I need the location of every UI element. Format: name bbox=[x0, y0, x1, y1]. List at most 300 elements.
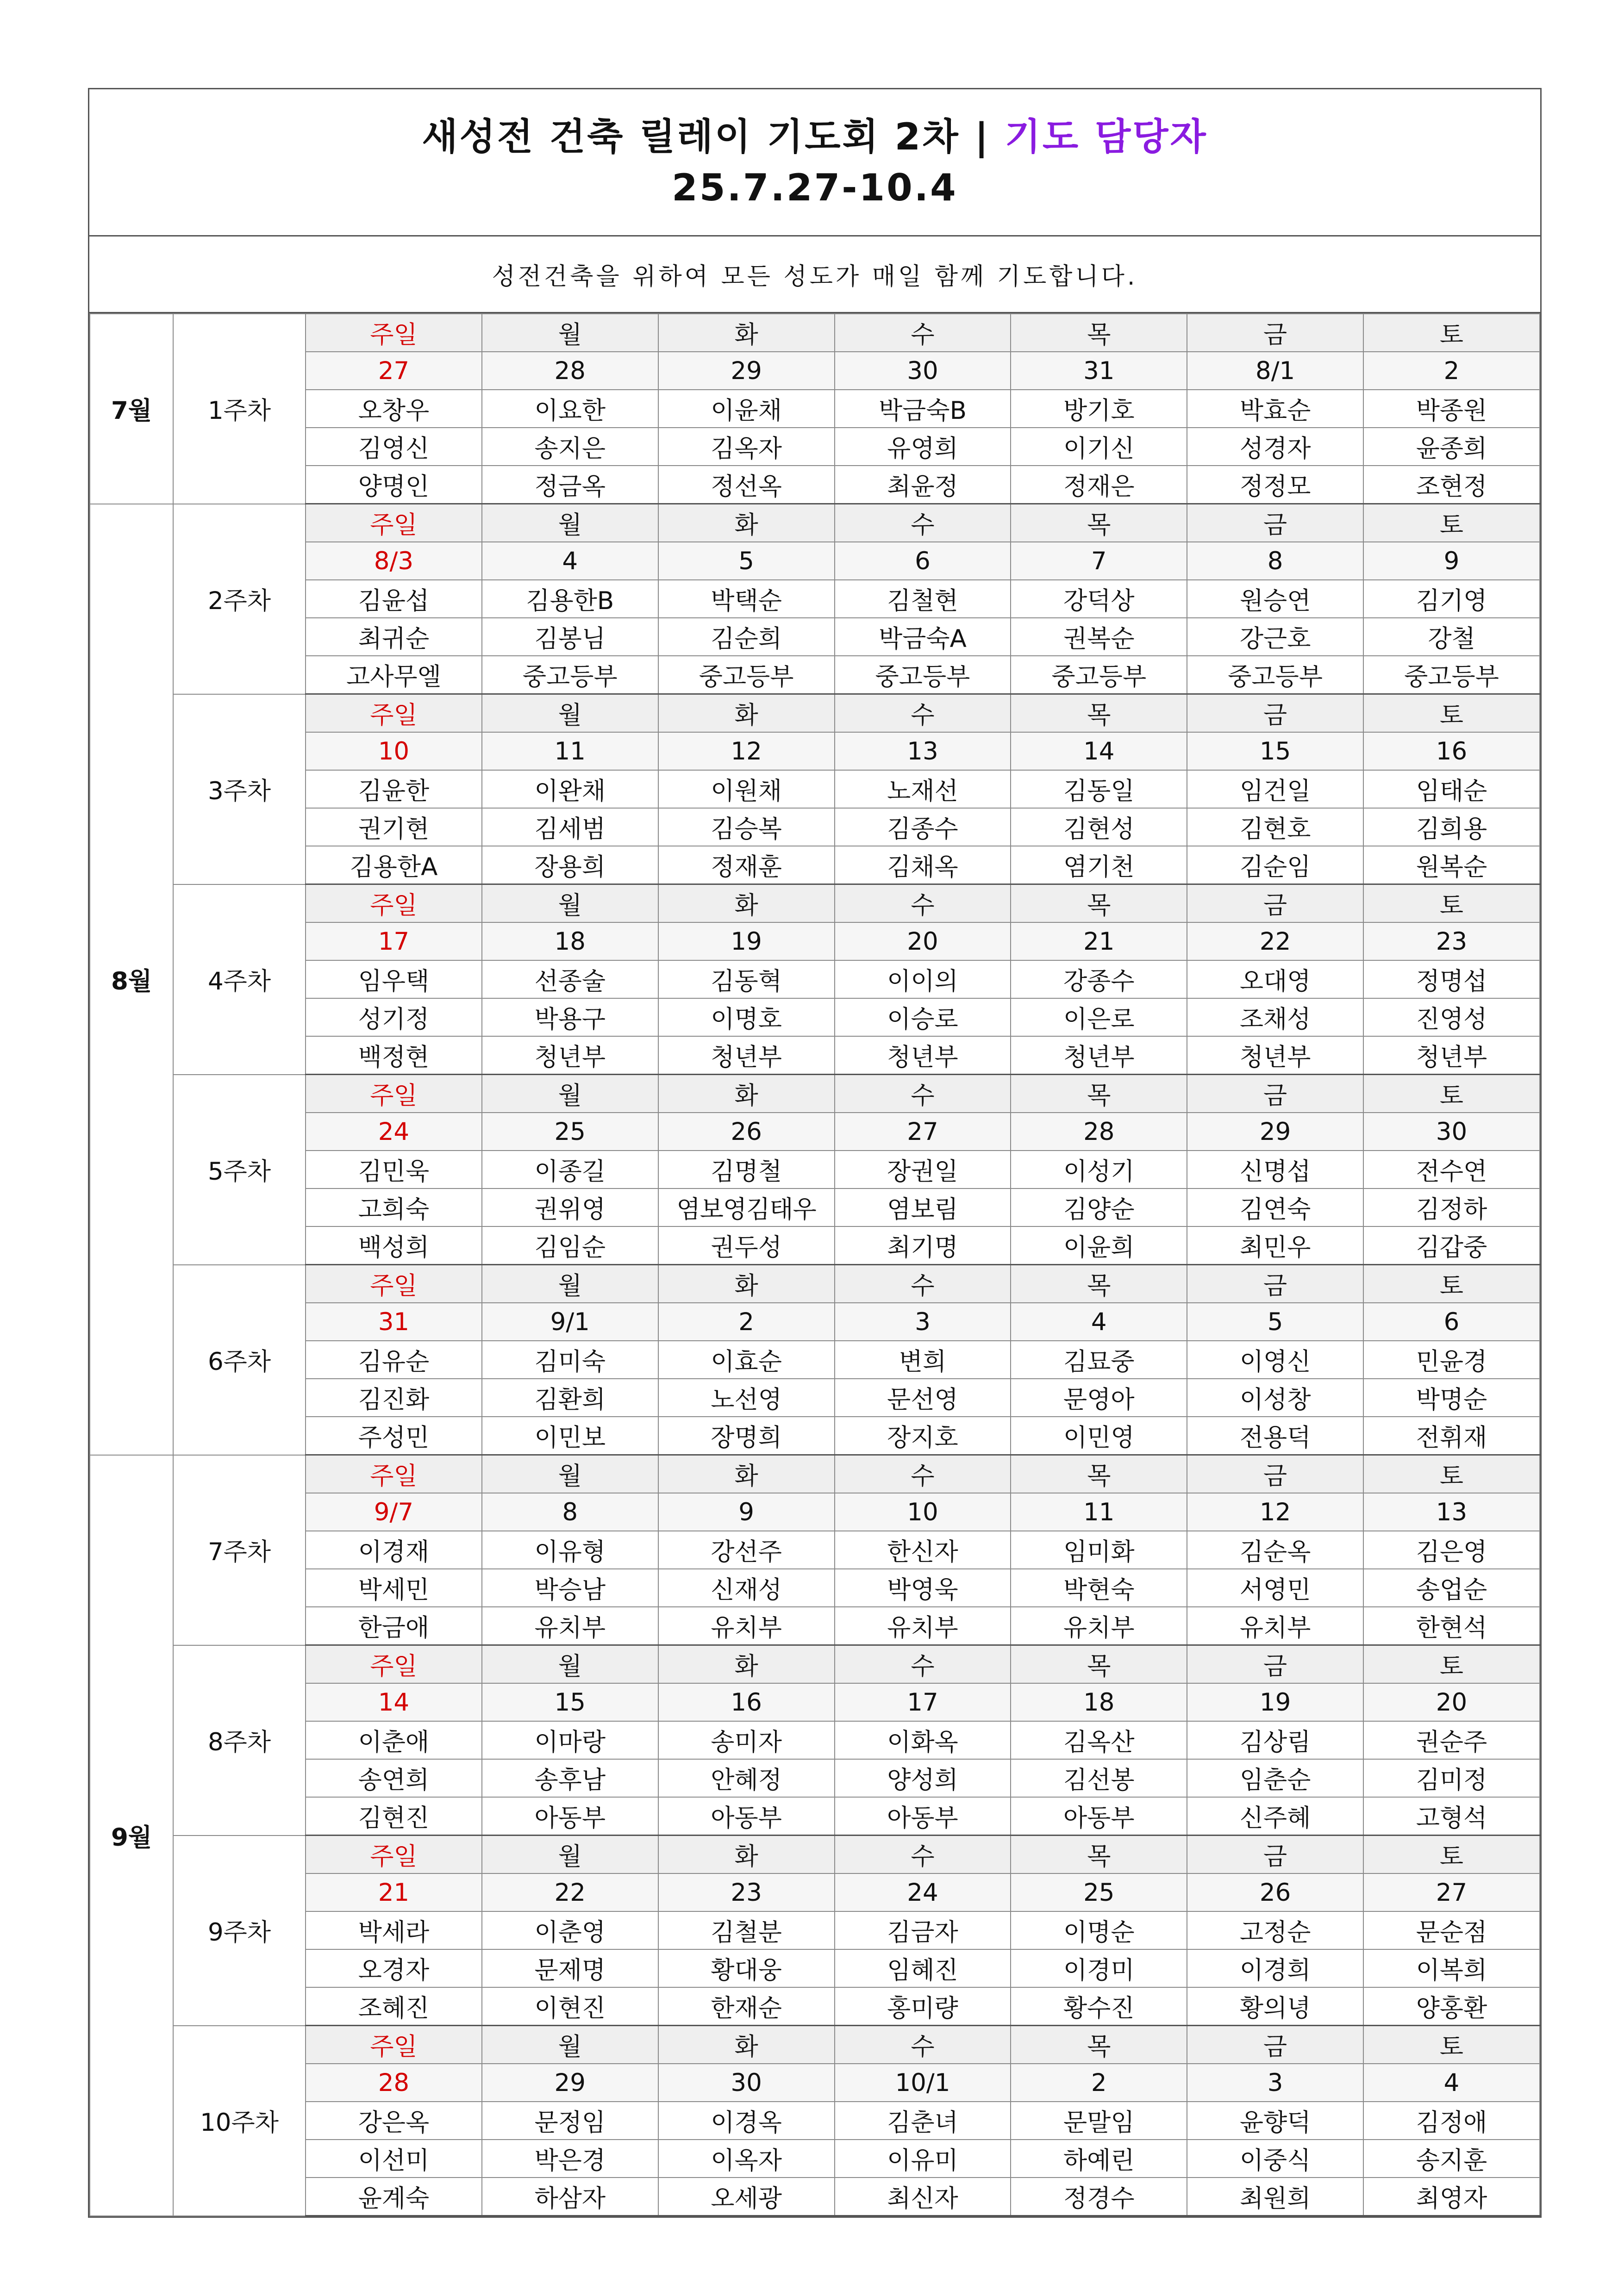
day-name: 금 bbox=[1187, 884, 1363, 923]
name-cell: 조현정 bbox=[1363, 466, 1540, 504]
week-label: 4주차 bbox=[173, 884, 306, 1075]
day-name: 수 bbox=[835, 314, 1011, 352]
name-cell: 신명섭 bbox=[1187, 1151, 1363, 1188]
name-cell: 권위영 bbox=[482, 1188, 658, 1226]
day-name: 토 bbox=[1363, 1645, 1540, 1684]
day-name: 목 bbox=[1011, 2026, 1187, 2064]
name-cell: 김종수 bbox=[835, 808, 1011, 846]
week-header-row bbox=[90, 1836, 1540, 1874]
date-cell: 2 bbox=[1011, 2064, 1187, 2102]
name-cell: 청년부 bbox=[482, 1036, 658, 1075]
name-cell: 조혜진 bbox=[306, 1987, 482, 2026]
day-name: 토 bbox=[1363, 2026, 1540, 2064]
date-cell: 4 bbox=[1011, 1303, 1187, 1341]
date-cell: 9/1 bbox=[482, 1303, 658, 1341]
names-row bbox=[90, 1341, 1540, 1379]
name-cell: 오세광 bbox=[658, 2178, 835, 2216]
title-block bbox=[89, 89, 1540, 236]
name-cell: 전휘재 bbox=[1363, 1417, 1540, 1455]
week-label: 9주차 bbox=[173, 1836, 306, 2026]
name-cell: 정재훈 bbox=[658, 846, 835, 884]
date-cell: 8 bbox=[482, 1493, 658, 1531]
names-row bbox=[90, 2140, 1540, 2178]
name-cell: 김정하 bbox=[1363, 1188, 1540, 1226]
day-name: 주일 bbox=[306, 1075, 482, 1113]
name-cell: 윤계숙 bbox=[306, 2178, 482, 2216]
name-cell: 청년부 bbox=[1363, 1036, 1540, 1075]
name-cell: 김기영 bbox=[1363, 580, 1540, 618]
month-label: 7월 bbox=[90, 314, 173, 504]
date-cell: 19 bbox=[658, 922, 835, 960]
name-cell: 이마랑 bbox=[482, 1721, 658, 1759]
name-cell: 최기명 bbox=[835, 1226, 1011, 1265]
name-cell: 윤종희 bbox=[1363, 428, 1540, 466]
date-cell: 31 bbox=[1011, 352, 1187, 390]
names-row bbox=[90, 1036, 1540, 1075]
name-cell: 김정애 bbox=[1363, 2102, 1540, 2140]
name-cell: 백성희 bbox=[306, 1226, 482, 1265]
name-cell: 이명순 bbox=[1011, 1911, 1187, 1949]
day-name: 화 bbox=[658, 1645, 835, 1684]
day-name: 금 bbox=[1187, 1075, 1363, 1113]
date-cell: 30 bbox=[1363, 1113, 1540, 1151]
name-cell: 이승로 bbox=[835, 998, 1011, 1036]
names-row bbox=[90, 1759, 1540, 1797]
week-label: 10주차 bbox=[173, 2026, 306, 2216]
name-cell: 양명인 bbox=[306, 466, 482, 504]
name-cell: 황의녕 bbox=[1187, 1987, 1363, 2026]
date-cell: 15 bbox=[1187, 732, 1363, 770]
name-cell: 박세민 bbox=[306, 1569, 482, 1607]
day-name: 목 bbox=[1011, 694, 1187, 733]
name-cell: 양성희 bbox=[835, 1759, 1011, 1797]
name-cell: 김갑중 bbox=[1363, 1226, 1540, 1265]
date-cell: 29 bbox=[482, 2064, 658, 2102]
name-cell: 장권일 bbox=[835, 1151, 1011, 1188]
name-cell: 김옥자 bbox=[658, 428, 835, 466]
date-cell: 13 bbox=[1363, 1493, 1540, 1531]
date-cell: 2 bbox=[1363, 352, 1540, 390]
name-cell: 문정임 bbox=[482, 2102, 658, 2140]
name-cell: 김동일 bbox=[1011, 770, 1187, 808]
name-cell: 염보림 bbox=[835, 1188, 1011, 1226]
name-cell: 한현석 bbox=[1363, 1607, 1540, 1645]
name-cell: 김금자 bbox=[835, 1911, 1011, 1949]
date-cell: 10 bbox=[306, 732, 482, 770]
day-name: 주일 bbox=[306, 884, 482, 923]
day-name: 수 bbox=[835, 1645, 1011, 1684]
day-name: 월 bbox=[482, 504, 658, 542]
name-cell: 아동부 bbox=[1011, 1797, 1187, 1836]
day-name: 수 bbox=[835, 1836, 1011, 1874]
names-row bbox=[90, 2102, 1540, 2140]
name-cell: 오대영 bbox=[1187, 960, 1363, 998]
name-cell: 김진화 bbox=[306, 1379, 482, 1417]
week-header-row bbox=[90, 504, 1540, 542]
name-cell: 정선옥 bbox=[658, 466, 835, 504]
date-cell: 4 bbox=[1363, 2064, 1540, 2102]
name-cell: 최윤정 bbox=[835, 466, 1011, 504]
date-cell: 26 bbox=[1187, 1873, 1363, 1911]
day-name: 목 bbox=[1011, 1836, 1187, 1874]
date-cell: 24 bbox=[306, 1113, 482, 1151]
name-cell: 김미정 bbox=[1363, 1759, 1540, 1797]
day-name: 금 bbox=[1187, 314, 1363, 352]
name-cell: 이명호 bbox=[658, 998, 835, 1036]
date-cell: 21 bbox=[306, 1873, 482, 1911]
date-cell: 14 bbox=[306, 1683, 482, 1721]
name-cell: 이기신 bbox=[1011, 428, 1187, 466]
names-row bbox=[90, 770, 1540, 808]
date-cell: 25 bbox=[1011, 1873, 1187, 1911]
name-cell: 이복희 bbox=[1363, 1949, 1540, 1987]
date-cell: 22 bbox=[482, 1873, 658, 1911]
week-header-row bbox=[90, 2026, 1540, 2064]
name-cell: 정정모 bbox=[1187, 466, 1363, 504]
date-cell: 28 bbox=[1011, 1113, 1187, 1151]
day-name: 목 bbox=[1011, 504, 1187, 542]
name-cell: 강종수 bbox=[1011, 960, 1187, 998]
day-name: 화 bbox=[658, 1455, 835, 1493]
day-name: 화 bbox=[658, 1836, 835, 1874]
day-name: 금 bbox=[1187, 1836, 1363, 1874]
period-label: 25.7.27-10.4 bbox=[672, 166, 958, 209]
dates-row bbox=[90, 542, 1540, 580]
name-cell: 고사무엘 bbox=[306, 656, 482, 694]
names-row bbox=[90, 998, 1540, 1036]
name-cell: 박승남 bbox=[482, 1569, 658, 1607]
name-cell: 임우택 bbox=[306, 960, 482, 998]
name-cell: 신주혜 bbox=[1187, 1797, 1363, 1836]
names-row bbox=[90, 846, 1540, 884]
name-cell: 김철현 bbox=[835, 580, 1011, 618]
date-cell: 11 bbox=[1011, 1493, 1187, 1531]
date-cell: 9/7 bbox=[306, 1493, 482, 1531]
name-cell: 김현진 bbox=[306, 1797, 482, 1836]
name-cell: 김은영 bbox=[1363, 1531, 1540, 1569]
dates-row bbox=[90, 1683, 1540, 1721]
date-cell: 29 bbox=[1187, 1113, 1363, 1151]
name-cell: 문제명 bbox=[482, 1949, 658, 1987]
month-label: 8월 bbox=[90, 504, 173, 1455]
names-row bbox=[90, 1226, 1540, 1265]
date-cell: 6 bbox=[835, 542, 1011, 580]
date-cell: 9 bbox=[1363, 542, 1540, 580]
date-cell: 2 bbox=[658, 1303, 835, 1341]
date-cell: 3 bbox=[1187, 2064, 1363, 2102]
name-cell: 윤향덕 bbox=[1187, 2102, 1363, 2140]
name-cell: 성경자 bbox=[1187, 428, 1363, 466]
day-name: 주일 bbox=[306, 694, 482, 733]
dates-row bbox=[90, 922, 1540, 960]
name-cell: 안혜정 bbox=[658, 1759, 835, 1797]
date-cell: 26 bbox=[658, 1113, 835, 1151]
day-name: 수 bbox=[835, 694, 1011, 733]
date-cell: 28 bbox=[306, 2064, 482, 2102]
day-name: 토 bbox=[1363, 884, 1540, 923]
names-row bbox=[90, 1949, 1540, 1987]
name-cell: 임춘순 bbox=[1187, 1759, 1363, 1797]
name-cell: 권순주 bbox=[1363, 1721, 1540, 1759]
name-cell: 염보영김태우 bbox=[658, 1188, 835, 1226]
name-cell: 중고등부 bbox=[658, 656, 835, 694]
day-name: 월 bbox=[482, 884, 658, 923]
day-name: 목 bbox=[1011, 1645, 1187, 1684]
day-name: 월 bbox=[482, 1075, 658, 1113]
name-cell: 신재성 bbox=[658, 1569, 835, 1607]
date-cell: 21 bbox=[1011, 922, 1187, 960]
date-cell: 28 bbox=[482, 352, 658, 390]
date-cell: 16 bbox=[658, 1683, 835, 1721]
date-cell: 5 bbox=[658, 542, 835, 580]
day-name: 월 bbox=[482, 1455, 658, 1493]
name-cell: 박영욱 bbox=[835, 1569, 1011, 1607]
date-cell: 3 bbox=[835, 1303, 1011, 1341]
name-cell: 오창우 bbox=[306, 390, 482, 428]
name-cell: 강철 bbox=[1363, 618, 1540, 656]
name-cell: 김희용 bbox=[1363, 808, 1540, 846]
date-cell: 23 bbox=[658, 1873, 835, 1911]
name-cell: 최민우 bbox=[1187, 1226, 1363, 1265]
day-name: 목 bbox=[1011, 1455, 1187, 1493]
name-cell: 김상림 bbox=[1187, 1721, 1363, 1759]
day-name: 월 bbox=[482, 314, 658, 352]
names-row bbox=[90, 656, 1540, 694]
name-cell: 임혜진 bbox=[835, 1949, 1011, 1987]
name-cell: 강덕상 bbox=[1011, 580, 1187, 618]
month-label: 9월 bbox=[90, 1455, 173, 2216]
names-row bbox=[90, 1797, 1540, 1836]
date-cell: 16 bbox=[1363, 732, 1540, 770]
name-cell: 김연숙 bbox=[1187, 1188, 1363, 1226]
dates-row bbox=[90, 1873, 1540, 1911]
day-name: 주일 bbox=[306, 504, 482, 542]
name-cell: 성기정 bbox=[306, 998, 482, 1036]
day-name: 토 bbox=[1363, 1455, 1540, 1493]
name-cell: 장지호 bbox=[835, 1417, 1011, 1455]
name-cell: 변희 bbox=[835, 1341, 1011, 1379]
date-cell: 31 bbox=[306, 1303, 482, 1341]
name-cell: 문선영 bbox=[835, 1379, 1011, 1417]
name-cell: 최영자 bbox=[1363, 2178, 1540, 2216]
date-cell: 22 bbox=[1187, 922, 1363, 960]
dates-row bbox=[90, 352, 1540, 390]
name-cell: 이성창 bbox=[1187, 1379, 1363, 1417]
name-cell: 서영민 bbox=[1187, 1569, 1363, 1607]
week-label: 5주차 bbox=[173, 1075, 306, 1265]
subtitle: 성전건축을 위하여 모든 성도가 매일 함께 기도합니다. bbox=[89, 236, 1540, 313]
name-cell: 원복순 bbox=[1363, 846, 1540, 884]
name-cell: 김민욱 bbox=[306, 1151, 482, 1188]
name-cell: 권두성 bbox=[658, 1226, 835, 1265]
name-cell: 박금숙B bbox=[835, 390, 1011, 428]
name-cell: 오경자 bbox=[306, 1949, 482, 1987]
name-cell: 박금숙A bbox=[835, 618, 1011, 656]
date-cell: 14 bbox=[1011, 732, 1187, 770]
name-cell: 민윤경 bbox=[1363, 1341, 1540, 1379]
name-cell: 이선미 bbox=[306, 2140, 482, 2178]
day-name: 주일 bbox=[306, 1265, 482, 1303]
name-cell: 이경재 bbox=[306, 1531, 482, 1569]
names-row bbox=[90, 1721, 1540, 1759]
name-cell: 송후남 bbox=[482, 1759, 658, 1797]
day-name: 금 bbox=[1187, 2026, 1363, 2064]
day-name: 주일 bbox=[306, 1836, 482, 1874]
date-cell: 12 bbox=[658, 732, 835, 770]
name-cell: 이종길 bbox=[482, 1151, 658, 1188]
name-cell: 박세라 bbox=[306, 1911, 482, 1949]
date-cell: 20 bbox=[1363, 1683, 1540, 1721]
name-cell: 강은옥 bbox=[306, 2102, 482, 2140]
name-cell: 이현진 bbox=[482, 1987, 658, 2026]
names-row bbox=[90, 428, 1540, 466]
date-cell: 30 bbox=[658, 2064, 835, 2102]
name-cell: 김명철 bbox=[658, 1151, 835, 1188]
dates-row bbox=[90, 1303, 1540, 1341]
dates-row bbox=[90, 1113, 1540, 1151]
name-cell: 한재순 bbox=[658, 1987, 835, 2026]
names-row bbox=[90, 466, 1540, 504]
week-label: 2주차 bbox=[173, 504, 306, 694]
name-cell: 송업순 bbox=[1363, 1569, 1540, 1607]
date-cell: 6 bbox=[1363, 1303, 1540, 1341]
day-name: 목 bbox=[1011, 884, 1187, 923]
date-cell: 8/1 bbox=[1187, 352, 1363, 390]
name-cell: 김유순 bbox=[306, 1341, 482, 1379]
names-row bbox=[90, 1188, 1540, 1226]
name-cell: 강선주 bbox=[658, 1531, 835, 1569]
day-name: 금 bbox=[1187, 694, 1363, 733]
week-header-row bbox=[90, 1265, 1540, 1303]
date-cell: 4 bbox=[482, 542, 658, 580]
day-name: 목 bbox=[1011, 1075, 1187, 1113]
name-cell: 송연희 bbox=[306, 1759, 482, 1797]
name-cell: 이춘애 bbox=[306, 1721, 482, 1759]
schedule-sheet bbox=[88, 88, 1542, 2218]
day-name: 수 bbox=[835, 884, 1011, 923]
day-name: 목 bbox=[1011, 314, 1187, 352]
name-cell: 김현호 bbox=[1187, 808, 1363, 846]
date-cell: 19 bbox=[1187, 1683, 1363, 1721]
name-cell: 김용한B bbox=[482, 580, 658, 618]
week-header-row bbox=[90, 1645, 1540, 1684]
week-header-row bbox=[90, 694, 1540, 733]
day-name: 토 bbox=[1363, 1075, 1540, 1113]
day-name: 주일 bbox=[306, 2026, 482, 2064]
name-cell: 이민보 bbox=[482, 1417, 658, 1455]
name-cell: 아동부 bbox=[835, 1797, 1011, 1836]
name-cell: 이이의 bbox=[835, 960, 1011, 998]
day-name: 화 bbox=[658, 2026, 835, 2064]
name-cell: 선종술 bbox=[482, 960, 658, 998]
date-cell: 11 bbox=[482, 732, 658, 770]
name-cell: 박효순 bbox=[1187, 390, 1363, 428]
name-cell: 정금옥 bbox=[482, 466, 658, 504]
date-cell: 20 bbox=[835, 922, 1011, 960]
week-label: 7주차 bbox=[173, 1455, 306, 1645]
day-name: 화 bbox=[658, 694, 835, 733]
name-cell: 이윤채 bbox=[658, 390, 835, 428]
name-cell: 박은경 bbox=[482, 2140, 658, 2178]
name-cell: 이요한 bbox=[482, 390, 658, 428]
name-cell: 청년부 bbox=[1011, 1036, 1187, 1075]
name-cell: 이경미 bbox=[1011, 1949, 1187, 1987]
name-cell: 강근호 bbox=[1187, 618, 1363, 656]
names-row bbox=[90, 1911, 1540, 1949]
name-cell: 이유미 bbox=[835, 2140, 1011, 2178]
name-cell: 전용덕 bbox=[1187, 1417, 1363, 1455]
date-cell: 30 bbox=[835, 352, 1011, 390]
name-cell: 중고등부 bbox=[1011, 656, 1187, 694]
name-cell: 유영희 bbox=[835, 428, 1011, 466]
week-label: 6주차 bbox=[173, 1265, 306, 1455]
name-cell: 김순희 bbox=[658, 618, 835, 656]
date-cell: 12 bbox=[1187, 1493, 1363, 1531]
day-name: 주일 bbox=[306, 314, 482, 352]
names-row bbox=[90, 1531, 1540, 1569]
name-cell: 황대웅 bbox=[658, 1949, 835, 1987]
name-cell: 임건일 bbox=[1187, 770, 1363, 808]
date-cell: 25 bbox=[482, 1113, 658, 1151]
name-cell: 이경옥 bbox=[658, 2102, 835, 2140]
name-cell: 김동혁 bbox=[658, 960, 835, 998]
dates-row bbox=[90, 732, 1540, 770]
date-cell: 8 bbox=[1187, 542, 1363, 580]
week-label: 1주차 bbox=[173, 314, 306, 504]
name-cell: 염기천 bbox=[1011, 846, 1187, 884]
name-cell: 정재은 bbox=[1011, 466, 1187, 504]
week-header-row bbox=[90, 1455, 1540, 1493]
name-cell: 노재선 bbox=[835, 770, 1011, 808]
date-cell: 10/1 bbox=[835, 2064, 1011, 2102]
date-cell: 27 bbox=[835, 1113, 1011, 1151]
name-cell: 김윤섭 bbox=[306, 580, 482, 618]
date-cell: 27 bbox=[1363, 1873, 1540, 1911]
title-accent: 기도 담당자 bbox=[1005, 115, 1208, 158]
name-cell: 김세범 bbox=[482, 808, 658, 846]
name-cell: 유치부 bbox=[1011, 1607, 1187, 1645]
name-cell: 이성기 bbox=[1011, 1151, 1187, 1188]
name-cell: 김임순 bbox=[482, 1226, 658, 1265]
name-cell: 방기호 bbox=[1011, 390, 1187, 428]
name-cell: 정경수 bbox=[1011, 2178, 1187, 2216]
name-cell: 문순점 bbox=[1363, 1911, 1540, 1949]
name-cell: 원승연 bbox=[1187, 580, 1363, 618]
dates-row bbox=[90, 2064, 1540, 2102]
name-cell: 김봉님 bbox=[482, 618, 658, 656]
name-cell: 정명섭 bbox=[1363, 960, 1540, 998]
name-cell: 송지훈 bbox=[1363, 2140, 1540, 2178]
date-cell: 17 bbox=[306, 922, 482, 960]
name-cell: 중고등부 bbox=[482, 656, 658, 694]
name-cell: 유치부 bbox=[835, 1607, 1011, 1645]
name-cell: 김순임 bbox=[1187, 846, 1363, 884]
name-cell: 장용희 bbox=[482, 846, 658, 884]
name-cell: 이화옥 bbox=[835, 1721, 1011, 1759]
name-cell: 김영신 bbox=[306, 428, 482, 466]
name-cell: 김춘녀 bbox=[835, 2102, 1011, 2140]
day-name: 월 bbox=[482, 1836, 658, 1874]
date-cell: 29 bbox=[658, 352, 835, 390]
name-cell: 최신자 bbox=[835, 2178, 1011, 2216]
name-cell: 박용구 bbox=[482, 998, 658, 1036]
week-label: 3주차 bbox=[173, 694, 306, 884]
name-cell: 김미숙 bbox=[482, 1341, 658, 1379]
date-cell: 24 bbox=[835, 1873, 1011, 1911]
week-header-row bbox=[90, 884, 1540, 923]
names-row bbox=[90, 618, 1540, 656]
date-cell: 18 bbox=[1011, 1683, 1187, 1721]
